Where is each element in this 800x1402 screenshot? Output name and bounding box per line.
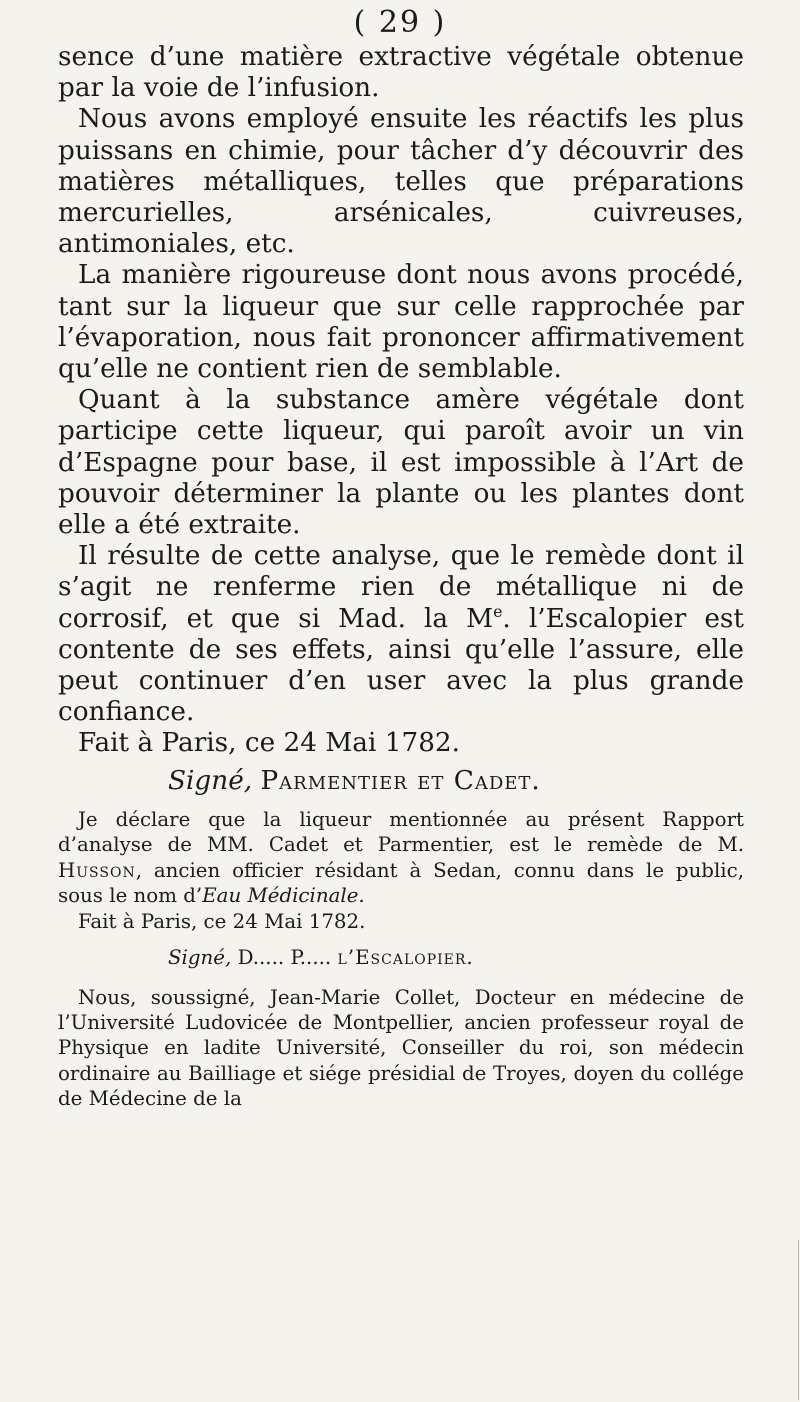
- declaration-text-a: Je déclare que la liqueur mentionnée au présent Rapport d’analyse de MM. Cadet et Parmentier, est le remède de M.: [58, 807, 744, 857]
- page-number: ( 29 ): [353, 5, 447, 40]
- date-line-2: Fait à Paris, ce 24 Mai 1782.: [78, 909, 366, 933]
- signature-names-1: Parmentier et Cadet.: [260, 765, 541, 796]
- signature-name-2: l’Escalopier.: [337, 945, 474, 969]
- signature-initials-2: D..... P.....: [237, 945, 332, 969]
- certificate-paragraph: Nous, soussigné, Jean-Marie Collet, Docteur en médecine de l’Université Ludovicée de Montpellier, ancien professeur royal de Physique en ladite Université, Conseiller du roi, son médecin ordinaire au Bailliage et siége présidial de Troyes, doyen du collége de Médecine de la: [58, 985, 744, 1111]
- main-text: [58, 42, 744, 1112]
- paragraph-continuation: sence d’une matière extractive végétale obtenue par la voie de l’infusion.: [58, 42, 744, 104]
- declaration-text-b: , ancien officier résidant à Sedan, connu dans le public, sous le nom d’: [58, 858, 744, 908]
- paragraph-conclusion: [58, 541, 744, 728]
- signature-label-2: Signé,: [168, 945, 232, 969]
- declaration-remedy: Eau Médicinale.: [202, 884, 365, 908]
- paragraph-method: La manière rigoureuse dont nous avons procédé, tant sur la liqueur que sur celle rapprochée par l’évaporation, nous fait prononcer affirmativement qu’elle ne contient rien de semblable.: [58, 260, 744, 385]
- signature-label-1: Signé,: [168, 765, 253, 796]
- page-edge-line: [798, 1240, 799, 1400]
- signature-line-1: [58, 766, 744, 797]
- conclusion-text-a: Il résulte de cette analyse, que le remède dont il s’agit ne renferme rien de métallique ni de corrosif, et que si Mad. la M: [58, 541, 744, 634]
- declaration-name: Husson: [58, 858, 136, 882]
- signature-line-2: [58, 945, 744, 971]
- declaration-paragraph: [58, 807, 744, 909]
- conclusion-superscript: e: [493, 601, 503, 621]
- paragraph-bitter-substance: Quant à la substance amère végétale dont participe cette liqueur, qui paroît avoir un vin d’Espagne pour base, il est impossible à l’Art de pouvoir déterminer la plante ou les plantes dont elle a été extraite.: [58, 385, 744, 541]
- conclusion-text-b: . l’Escalopier est contente de ses effets, ainsi qu’elle l’assure, elle peut continuer d’en user avec la plus grande confiance.: [58, 603, 744, 728]
- date-line-1: Fait à Paris, ce 24 Mai 1782.: [78, 728, 461, 759]
- paragraph-reagents: Nous avons employé ensuite les réactifs les plus puissans en chimie, pour tâcher d’y découvrir des matières métalliques, telles que préparations mercurielles, arsénicales, cuivreuses, antimoniales, etc.: [58, 104, 744, 260]
